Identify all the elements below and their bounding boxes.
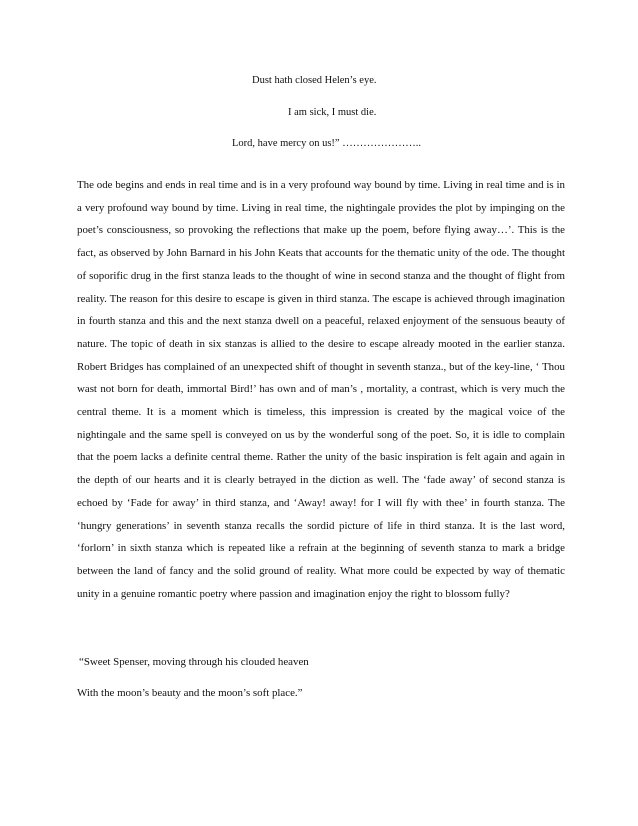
verse-line-3: Lord, have mercy on us!” ………………….. <box>232 138 421 149</box>
verse-line-1: Dust hath closed Helen’s eye. <box>252 75 377 86</box>
verse-line-2: I am sick, I must die. <box>288 106 377 118</box>
quote-line-1: “Sweet Spenser, moving through his clouded heaven <box>79 656 309 668</box>
opening-verse <box>0 74 638 169</box>
quote-line-2: With the moon’s beauty and the moon’s soft place.” <box>77 687 303 699</box>
closing-quote <box>77 654 567 716</box>
body-paragraph: The ode begins and ends in real time and is in a very profound way bound by time. Living in real time and is in a very profound way bound by time. Living in real time, the nightingale provides the plot by impinging on the poet’s consciousness, so provoking the reflections that make up the poem, before flying away…’. This is the fact, as observed by John Barnard in his John Keats that accounts for the thematic unity of the ode. The thought of soporific drug in the first stanza leads to the thought of wine in second stanza and the thought of flight from reality. The reason for this desire to escape is given in third stanza. The escape is achieved through imagination in fourth stanza and this and the next stanza dwell on a peaceful, relaxed enjoyment of the sensuous beauty of nature. The topic of death in six stanzas is allied to the desire to escape already mooted in the earlier stanza. Robert Bridges has complained of an unexpected shift of thought in seventh stanza., but of the key-line, ‘ Thou wast not born for death, immortal Bird!’ has own and of man’s , mortality, a contrast, which is very much the central theme. It is a moment which is timeless, this impression is created by the magical voice of the nightingale and the same spell is conveyed on us by the wonderful song of the poet. So, it is idle to complain that the poem lacks a definite central theme. Rather the unity of the basic inspiration is felt again and again in the depth of our hearts and it is clearly betrayed in the diction as well. The ‘fade away’ of second stanza is echoed by ‘Fade for away’ in third stanza, and ‘Away! away! for I will fly with thee’ in fourth stanza. The ‘hungry generations’ in seventh stanza recalls the sordid picture of life in third stanza. It is the last word, ‘forlorn’ in sixth stanza which is repeated like a refrain at the beginning of seventh stanza to mark a bridge between the land of fancy and the solid ground of reality. What more could be expected by way of thematic unity in a genuine romantic poetry where passion and imagination enjoy the right to blossom fully? <box>77 179 565 600</box>
